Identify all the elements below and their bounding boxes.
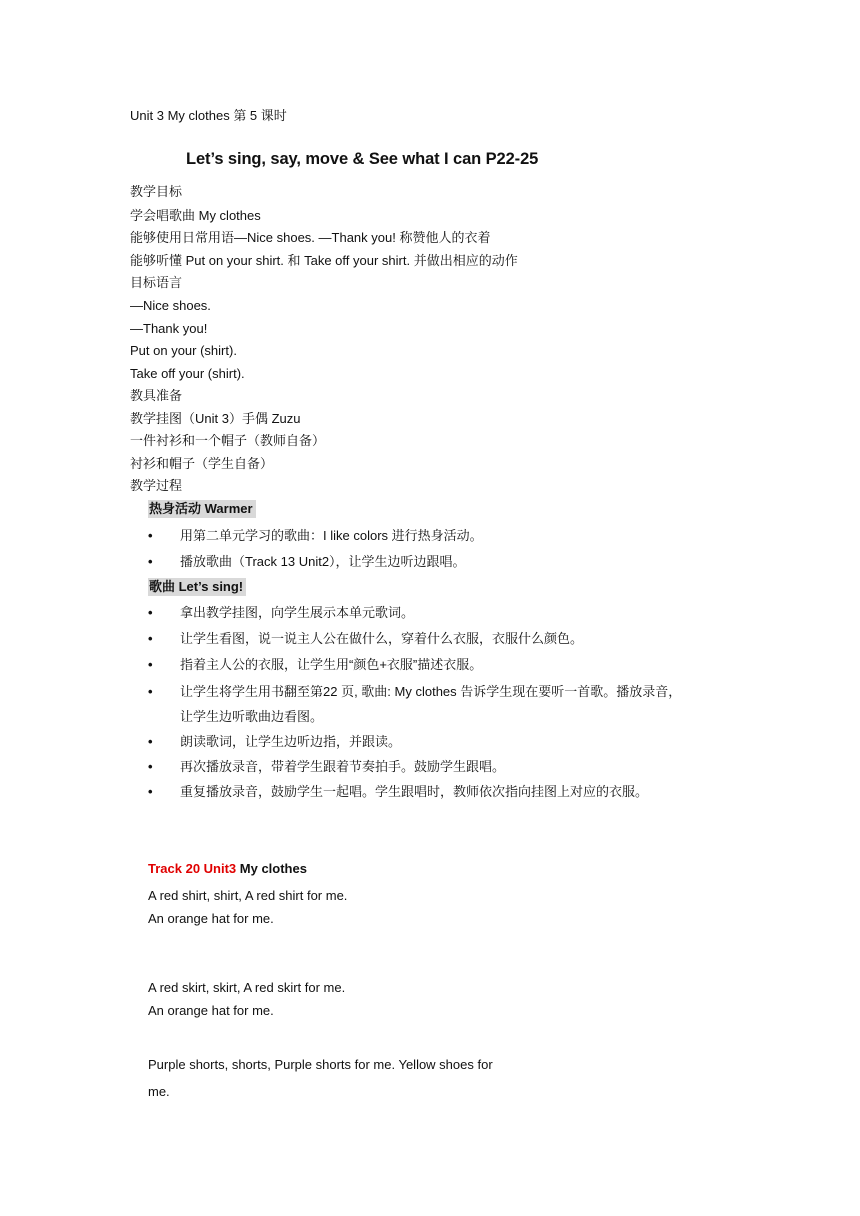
materials-item: 一件衬衫和一个帽子（教师自备） [130, 433, 326, 448]
list-item-text: 再次播放录音，带着学生跟着节奏拍手。鼓励学生跟唱。 [180, 759, 506, 774]
bullet-icon: • [148, 631, 153, 646]
lyric-line: An orange hat for me. [148, 911, 274, 926]
lyric-line: A red skirt, skirt, A red skirt for me. [148, 980, 346, 995]
sing-section-label: 歌曲 Let’s sing! [148, 578, 246, 596]
list-item-text: 让学生将学生用书翻至第22 页, 歌曲: My clothes 告诉学生现在要听一首歌。播放录音，让学生边听歌曲边看图。 [180, 684, 682, 724]
lyric-line: A red shirt, shirt, A red shirt for me. [148, 888, 348, 903]
bullet-icon: • [148, 784, 153, 799]
target-language-heading: 目标语言 [130, 275, 183, 290]
bullet-icon: • [148, 554, 153, 569]
process-heading: 教学过程 [130, 478, 183, 493]
lyric-line: me. [148, 1084, 170, 1099]
lesson-title: Let’s sing, say, move & See what I can P22-25 [186, 150, 539, 168]
list-item-text: 重复播放录音，鼓励学生一起唱。学生跟唱时，教师依次指向挂图上对应的衣服。 [180, 784, 649, 799]
header-line: Unit 3 My clothes 第 5 课时 [130, 108, 287, 123]
bullet-icon: • [148, 684, 153, 699]
bullet-icon: • [148, 657, 153, 672]
materials-item: 教学挂图（Unit 3）手偶 Zuzu [130, 411, 301, 426]
bullet-icon: • [148, 734, 153, 749]
objective-item: 能够听懂 Put on your shirt. 和 Take off your shirt. 并做出相应的动作 [130, 253, 518, 268]
list-item-text: 拿出教学挂图，向学生展示本单元歌词。 [180, 605, 415, 620]
track-title [148, 861, 307, 877]
list-item-text: 让学生看图，说一说主人公在做什么，穿着什么衣服，衣服什么颜色。 [180, 631, 584, 646]
list-item-text: 朗读歌词，让学生边听边指，并跟读。 [180, 734, 402, 749]
objectives-heading: 教学目标 [130, 184, 183, 199]
bullet-icon: • [148, 605, 153, 620]
lyric-line: An orange hat for me. [148, 1003, 274, 1018]
target-language-item: —Nice shoes. [130, 298, 211, 313]
track-number: Track 20 Unit3 [148, 861, 237, 876]
bullet-icon: • [148, 759, 153, 774]
target-language-item: Put on your (shirt). [130, 343, 237, 358]
objective-item: 学会唱歌曲 My clothes [130, 208, 261, 223]
list-item-text: 播放歌曲（Track 13 Unit2），让学生边听边跟唱。 [180, 554, 466, 569]
list-item-text: 用第二单元学习的歌曲：I like colors 进行热身活动。 [180, 528, 483, 543]
materials-item: 衬衫和帽子（学生自备） [130, 456, 274, 471]
list-item-text: 指着主人公的衣服，让学生用“颜色+衣服”描述衣服。 [180, 657, 483, 672]
lyric-line: Purple shorts, shorts, Purple shorts for me. Yellow shoes for [148, 1057, 493, 1072]
warmer-section-label: 热身活动 Warmer [148, 500, 256, 518]
objective-item: 能够使用日常用语—Nice shoes. —Thank you! 称赞他人的衣着 [130, 230, 491, 245]
bullet-icon: • [148, 528, 153, 543]
materials-heading: 教具准备 [130, 388, 183, 403]
target-language-item: —Thank you! [130, 321, 208, 336]
track-song-name: My clothes [236, 861, 307, 876]
target-language-item: Take off your (shirt). [130, 366, 245, 381]
